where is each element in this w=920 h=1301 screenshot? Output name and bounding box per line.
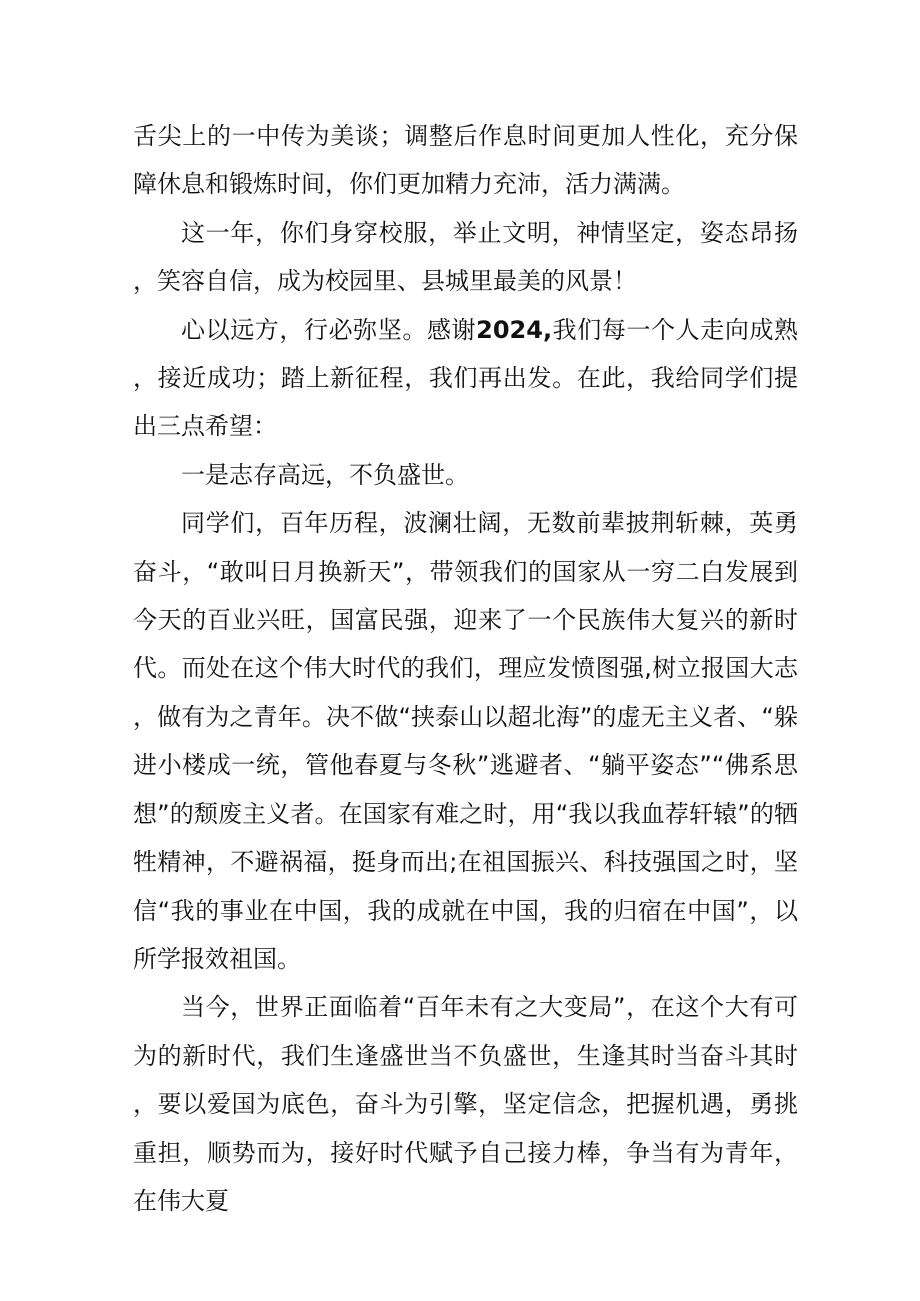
year-text: 2024, bbox=[476, 315, 553, 344]
paragraph-5: 同学们，百年历程，波澜壮阔，无数前辈披荆斩棘，英勇奋斗，“敢叫日月换新天”，带领我们的国家从一穷二白发展到今天的百业兴旺，国富民强，迎来了一个民族伟大复兴的新时代。而处在这个伟大时代的我们，理应发愤图强,树立报国大志，做有为之青年。决不做“挟泰山以超北海”的虚无主义者、“躲进小楼成一统，管他春夏与冬秋”逃避者、“躺平姿态”“佛系思想”的颓废主义者。在国家有难之时，用“我以我血荐轩辕”的牺牲精神，不避祸福，挺身而出;在祖国振兴、科技强国之时，坚信“我的事业在中国，我的成就在中国，我的归宿在中国”，以所学报效祖国。 bbox=[133, 509, 798, 973]
section-heading-one: 一是志存高远，不负盛世。 bbox=[181, 460, 469, 489]
paragraph-2: 这一年，你们身穿校服，举止文明，神情坚定，姿态昂扬，笑容自信，成为校园里、县城里最美的风景！ bbox=[133, 218, 798, 296]
paragraph-3-lead: 心以远方，行必弥坚。感谢 bbox=[181, 315, 477, 344]
paragraph-3 bbox=[133, 306, 798, 451]
paragraph-6: 当今，世界正面临着“百年未有之大变局”，在这个大有可为的新时代，我们生逢盛世当不负盛世，生逢其时当奋斗其时，要以爱国为底色，奋斗为引擎，坚定信念，把握机遇，勇挑重担，顺势而为，接好时代赋予自己接力棒，争当有为青年，在伟大夏 bbox=[133, 993, 798, 1215]
paragraph-3-rest: 我们每一个人走向成熟，接近成功；踏上新征程，我们再出发。在此，我给同学们提出三点希望： bbox=[133, 315, 799, 441]
document-body bbox=[133, 112, 798, 1225]
paragraph-1: 舌尖上的一中传为美谈；调整后作息时间更加人性化，充分保障休息和锻炼时间，你们更加精力充沛，活力满满。 bbox=[133, 122, 798, 199]
